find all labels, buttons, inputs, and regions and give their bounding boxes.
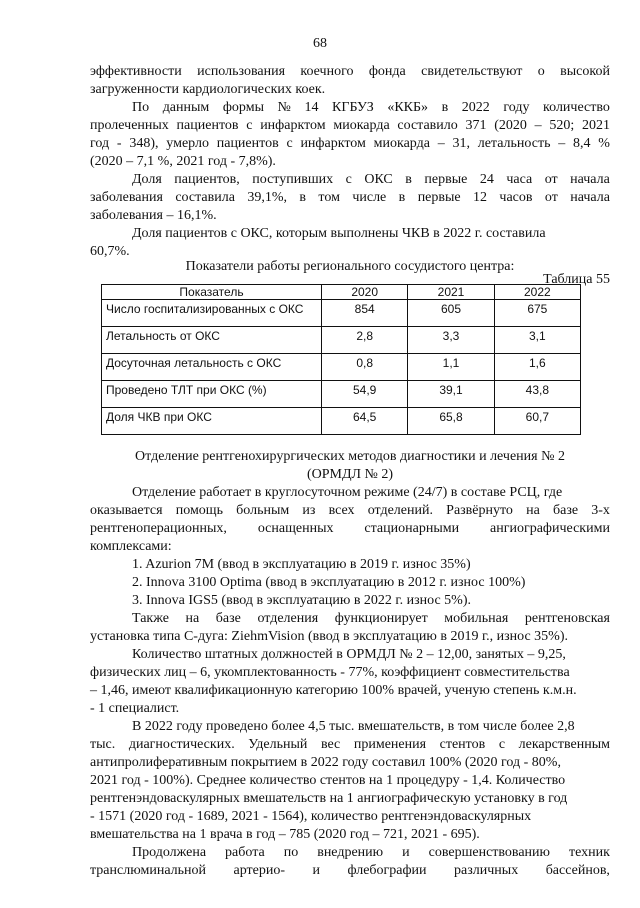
word: стентов: [439, 737, 486, 752]
heading-line: Отделение рентгенохирургических методов диагностики и лечения № 2: [135, 449, 565, 464]
table-row: [102, 327, 581, 354]
word: пролеченных: [90, 118, 169, 133]
word: миокарда: [333, 118, 390, 133]
indicator-cell: Доля ЧКВ при ОКС: [102, 408, 322, 435]
word: базе: [215, 611, 241, 626]
para3-line: заболевания – 16,1%.: [90, 208, 217, 223]
word: стационарными: [364, 521, 460, 536]
word: 31,: [452, 136, 470, 151]
word: 39,1%,: [247, 190, 287, 205]
word: коечного: [300, 64, 354, 79]
word: ангиографическими: [490, 521, 610, 536]
word: в: [441, 100, 449, 115]
word: диагностических.: [128, 737, 235, 752]
word: ОКС: [364, 172, 393, 187]
word: с: [286, 136, 293, 151]
value-cell: 0,8: [322, 354, 408, 381]
word: от: [544, 190, 558, 205]
para5-line: Отделение работает в круглосуточном режиме (24/7) в составе РСЦ, где: [132, 485, 563, 500]
word: высокой: [560, 64, 610, 79]
para2-line: [90, 135, 610, 152]
word: заболевания: [90, 190, 163, 205]
table-header-cell: Показатель: [102, 285, 322, 300]
word: свидетельствуют: [421, 64, 523, 79]
word: 8,4: [573, 136, 591, 151]
word: умерло: [166, 136, 209, 151]
word: использования: [197, 64, 286, 79]
word: Также: [132, 611, 169, 626]
para6-line: [132, 610, 610, 627]
para7-line: - 1 специалист.: [90, 701, 180, 716]
table-row: [102, 408, 581, 435]
word: начала: [570, 172, 610, 187]
word: первые: [417, 190, 461, 205]
word: всех: [328, 503, 355, 518]
word: с: [498, 737, 506, 752]
word: вес: [320, 737, 341, 752]
value-cell: 60,7: [494, 408, 580, 435]
value-cell: 64,5: [322, 408, 408, 435]
para8-line: рентгенэндоваскулярных вмешательств на 1 ангиографическую установку в год: [90, 791, 568, 806]
para3-line: [90, 189, 610, 206]
word: тыс.: [90, 737, 116, 752]
word: на: [526, 503, 540, 518]
value-cell: 39,1: [408, 381, 494, 408]
word: 520;: [549, 118, 575, 133]
word: в: [405, 172, 412, 187]
word: составило: [397, 118, 458, 133]
table-row: [102, 354, 581, 381]
word: (2020: [494, 118, 527, 133]
value-cell: 854: [322, 300, 408, 327]
para7-line: физических лиц – 6, укомплектованность - 77%, коэффициент совместительства: [90, 665, 570, 680]
word: пациентов,: [174, 172, 240, 187]
word: Развёрнуто: [446, 503, 513, 518]
word: числе: [352, 190, 387, 205]
word: работа: [225, 845, 265, 860]
para4-line: 60,7%.: [90, 244, 130, 259]
list-line: 2. Innova 3100 Optima (ввод в эксплуатацию в 2012 г. износ 100%): [132, 575, 526, 590]
word: с: [345, 172, 352, 187]
table-header-cell: 2020: [322, 285, 408, 300]
word: техник: [569, 845, 610, 860]
para3-line: [132, 171, 610, 188]
table-row: [102, 300, 581, 327]
word: совершенствованию: [428, 845, 550, 860]
word: «ККБ»: [387, 100, 429, 115]
word: 2022: [461, 100, 490, 115]
word: с: [246, 118, 253, 133]
word: КГБУЗ: [332, 100, 374, 115]
word: эффективности: [90, 64, 182, 79]
word: рентгеновская: [524, 611, 610, 626]
word: транслюминальной: [90, 863, 207, 878]
word: 14: [304, 100, 319, 115]
word: различных: [454, 863, 519, 878]
word: пациентов: [176, 118, 239, 133]
para9-line: [90, 862, 610, 879]
word: количество: [543, 100, 610, 115]
para8-line: антипролиферативным покрытием в 2022 году составил 100% (2020 год - 80%,: [90, 755, 561, 770]
word: –: [534, 118, 542, 133]
para2-line: (2020 – 7,1 %, 2021 год - 7,8%).: [90, 154, 276, 169]
indicator-cell: Досуточная летальность с ОКС: [102, 354, 322, 381]
word: оказывается: [90, 503, 163, 518]
word: поступивших: [252, 172, 334, 187]
word: Доля: [132, 172, 162, 187]
para5-line: [90, 502, 610, 519]
word: По: [132, 100, 150, 115]
word: базе: [553, 503, 579, 518]
word: летальность: [477, 136, 551, 151]
word: 2021: [582, 118, 610, 133]
value-cell: 1,6: [494, 354, 580, 381]
value-cell: 605: [408, 300, 494, 327]
word: в: [398, 190, 406, 205]
word: 12: [473, 190, 488, 205]
word: том: [318, 190, 340, 205]
word: фонда: [368, 64, 406, 79]
word: из: [302, 503, 316, 518]
word: отделения: [257, 611, 319, 626]
word: формы: [222, 100, 264, 115]
word: инфарктом: [300, 136, 366, 151]
word: помощь: [175, 503, 223, 518]
table-label-line: Таблица 55: [543, 272, 610, 287]
word: и: [402, 845, 410, 860]
table-header-cell: 2022: [494, 285, 580, 300]
word: %: [598, 136, 610, 151]
word: флебографии: [347, 863, 427, 878]
word: –: [437, 136, 445, 151]
rsc-indicators-table: [101, 284, 581, 435]
value-cell: 54,9: [322, 381, 408, 408]
table-header-cell: 2021: [408, 285, 494, 300]
word: часов: [499, 190, 533, 205]
table-body: [102, 300, 581, 435]
value-cell: 3,3: [408, 327, 494, 354]
table-header-row: [102, 285, 581, 300]
word: функционирует: [334, 611, 428, 626]
para1-line: [90, 63, 610, 80]
word: лекарственным: [518, 737, 610, 752]
value-cell: 3,1: [494, 327, 580, 354]
word: в: [299, 190, 307, 205]
word: данным: [162, 100, 210, 115]
word: от: [544, 172, 558, 187]
word: применения: [353, 737, 427, 752]
para8-line: В 2022 году проведено более 4,5 тыс. вмешательств, в том числе более 2,8: [132, 719, 575, 734]
para4-line: Доля пациентов с ОКС, которым выполнены ЧКВ в 2022 г. составила: [132, 226, 546, 241]
value-cell: 43,8: [494, 381, 580, 408]
table-title-line: Показатели работы регионального сосудистого центра:: [185, 259, 515, 274]
table-row: [102, 381, 581, 408]
para5-line: комплексами:: [90, 539, 172, 554]
word: бассейнов,: [545, 863, 610, 878]
para9-line: [132, 844, 610, 861]
heading-line: (ОРМДЛ № 2): [306, 467, 394, 482]
para6-line: установка типа С-дуга: ZiehmVision (ввод в эксплуатацию в 2019 г., износ 35%).: [90, 629, 569, 644]
word: –: [558, 136, 566, 151]
word: рентгеноперационных,: [90, 521, 227, 536]
word: внедрению: [317, 845, 384, 860]
indicator-cell: Летальность от ОКС: [102, 327, 322, 354]
para7-line: – 1,46, имеют квалификационную категорию 100% врачей, ученую степень к.м.н.: [90, 683, 577, 698]
value-cell: 65,8: [408, 408, 494, 435]
para8-line: - 1571 (2020 год - 1689, 2021 - 1564), количество рентгенэндоваскулярных: [90, 809, 532, 824]
word: о: [537, 64, 545, 79]
word: больным: [236, 503, 290, 518]
para2-line: [132, 99, 610, 116]
word: мобильная: [444, 611, 509, 626]
word: по: [283, 845, 299, 860]
word: инфарктом: [260, 118, 326, 133]
list-line: 3. Innova IGS5 (ввод в эксплуатацию в 2022 г. износ 5%).: [132, 593, 471, 608]
list-line: 1. Azurion 7M (ввод в эксплуатацию в 2019 г. износ 35%): [132, 557, 471, 572]
word: Удельный: [248, 737, 308, 752]
para7-line: Количество штатных должностей в ОРМДЛ № 2 – 12,00, занятых – 9,25,: [132, 647, 566, 662]
word: отделений.: [367, 503, 433, 518]
para2-line: [90, 117, 610, 134]
word: 3-х: [591, 503, 610, 518]
page-number: 68: [313, 36, 327, 51]
word: 348),: [129, 136, 159, 151]
word: год: [90, 136, 110, 151]
word: миокарда: [373, 136, 430, 151]
para8-line: 2021 год - 100%). Среднее количество стентов на 1 процедуру - 1,4. Количество: [90, 773, 566, 788]
word: на: [185, 611, 200, 626]
word: часа: [506, 172, 533, 187]
value-cell: 675: [494, 300, 580, 327]
word: Продолжена: [132, 845, 207, 860]
para8-line: [90, 736, 610, 753]
word: первые: [424, 172, 468, 187]
para1-line: загруженности кардиологических коек.: [90, 82, 326, 97]
word: году: [503, 100, 530, 115]
para5-line: [90, 520, 610, 537]
word: 24: [479, 172, 494, 187]
word: составила: [175, 190, 235, 205]
value-cell: 1,1: [408, 354, 494, 381]
word: и: [312, 863, 320, 878]
value-cell: 2,8: [322, 327, 408, 354]
word: начала: [570, 190, 610, 205]
indicator-cell: Число госпитализированных с ОКС: [102, 300, 322, 327]
word: артерио-: [233, 863, 286, 878]
word: 371: [465, 118, 487, 133]
word: -: [116, 136, 122, 151]
para8-line: вмешательства на 1 врача в год – 785 (2020 год – 721, 2021 - 695).: [90, 827, 480, 842]
word: №: [277, 100, 291, 115]
indicator-cell: Проведено ТЛТ при ОКС (%): [102, 381, 322, 408]
word: пациентов: [216, 136, 279, 151]
word: оснащенных: [257, 521, 334, 536]
